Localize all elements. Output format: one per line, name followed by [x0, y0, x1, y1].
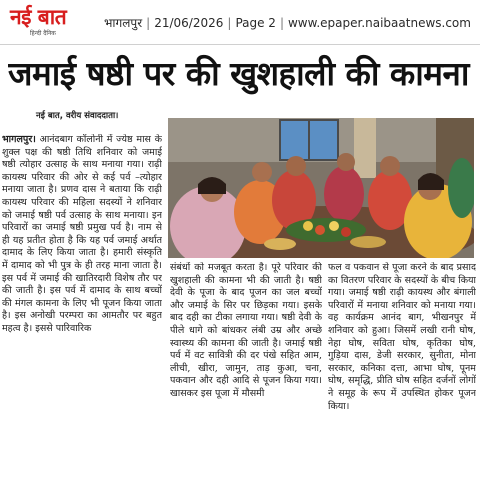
article-column-1	[2, 134, 162, 496]
column-2-text: संबंधों को मजबूत करता है। पूरे परिवार की खुशहाली की कामना भी की जाती है। षष्ठी देवी के पूजा के बाद पूजन का जल बच्चों और जमाई के सिर पर छिड़का गया। इसके बाद दही का टीका लगाया गया। षष्ठी देवी के पीले धागे को बांधकर लंबी उम्र और अच्छे स्वास्थ्य की कामना की जाती है। जमाई षष्ठी पर्व में वट सावित्री की दर पंखे सहित आम, लीची, खीरा, जामुन, ताड़ कुआ, चना, पकवान और दही आदि से पूजन किया गया। खासकर इस पूजा में मौसमी	[170, 262, 322, 399]
separator: |	[227, 16, 232, 30]
logo-text: नई बात	[10, 5, 67, 29]
page-number: Page 2	[235, 16, 276, 30]
edition-city: भागलपुर	[104, 16, 143, 30]
logo-tagline: हिन्दी दैनिक	[30, 30, 56, 37]
photo-illustration	[168, 118, 474, 258]
article-byline: नई बात, वरीय संवाददाता।	[36, 111, 119, 121]
column-1-text: आनंदबाग कॉलोनी में ज्येष्ठ मास के शुक्ल पक्ष की षष्ठी तिथि शनिवार को जमाई षष्ठी त्योहार उत्साह के साथ मनाया गया। राढ़ी कायस्थ परिवार की ओर से कई पर्व –त्योहार मनाया जाता है। प्रणव दास ने बताया कि राढ़ी कायस्थ परिवार की महिला सदस्यों ने शनिवार को जमाई षष्ठी पर्व उत्साह के साथ मनाया। इन परिवारों का जमाई षष्ठी प्रमुख पर्व है। नाम से ही यह प्रतीत होता है कि यह पर्व जमाई अर्थात दामाद के लिए किया जाता है। हमारी संस्कृति में दामाद को भी पुत्र के ही तरह माना जाता है। इस पर्व में जमाई की खातिरदारी विशेष तौर पर की जाती है। इस पर्व में दामाद के साथ बच्चों की मंगल कामना के लिए भी पूजन किया जाता है। इस अनोखी परम्परा का आमतौर पर बहुत महत्व है। इससे पारिवारिक	[2, 134, 162, 334]
separator: |	[279, 16, 284, 30]
article-dateline: भागलपुर।	[2, 134, 36, 145]
newspaper-logo[interactable]	[10, 4, 88, 38]
separator: |	[146, 16, 151, 30]
article-column-3	[328, 262, 476, 496]
edition-info	[104, 14, 471, 31]
column-3-text: फल व पकवान से पूजा करने के बाद प्रसाद का वितरण परिवार के सदस्यों के बीच किया गया। जमाई षष्ठी राढ़ी कायस्थ और बंगाली परिवारों में मनाया शनिवार को मनाया गया। वह कार्यक्रम आनंद बाग, भीखनपुर में शनिवार को हुआ। जिसमें लखी रानी घोष, नेहा घोष, सविता घोष, कृतिका घोष, गुड़िया दास, डेजी सरकार, सुनीता, मोना सरकार, कनिका दत्ता, आभा घोष, पूनम घोष, समृद्धि, प्रीति घोष सहित दर्जनों लोगों ने समूह के रूप में उपस्थित होकर पूजन किया।	[328, 262, 476, 412]
website-link[interactable]: www.epaper.naibaatnews.com	[287, 16, 471, 30]
article-headline: जमाई षष्ठी पर की खुशहाली की कामना	[8, 54, 469, 93]
edition-date: 21/06/2026	[154, 16, 224, 30]
article-photo[interactable]	[168, 118, 474, 258]
article-column-2	[170, 262, 322, 496]
masthead	[0, 0, 480, 45]
